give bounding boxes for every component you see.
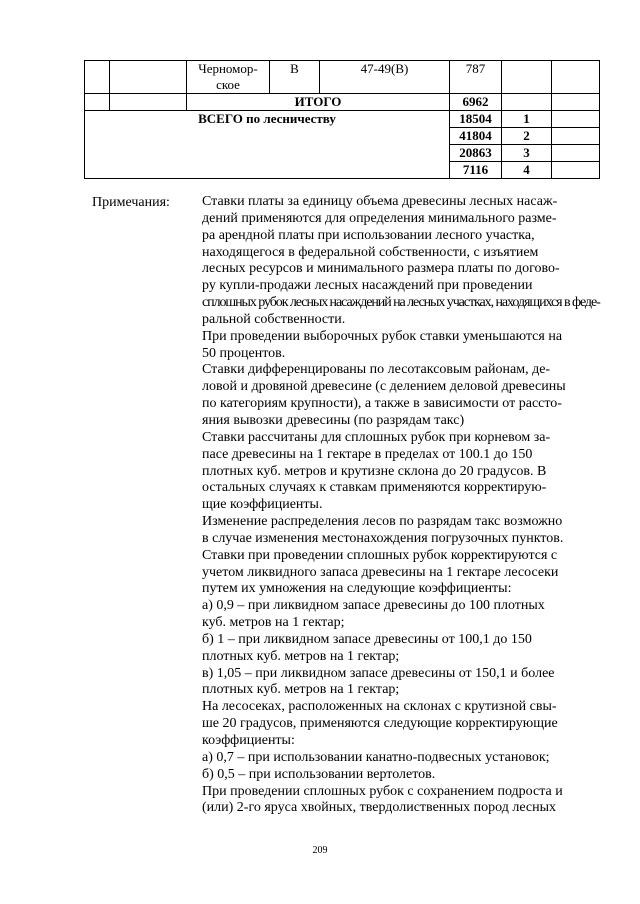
forestry-category: 4 [502, 162, 552, 179]
note-line: а) 0,9 – при ликвидном запасе древесины до 100 плотных [202, 598, 545, 614]
note-line: дений применяются для определения минимального разме- [202, 210, 557, 226]
note-line: Ставки платы за единицу объема древесины лесных насаж- [202, 194, 558, 209]
table-row-total [85, 94, 600, 111]
table-cell-quarters: 47-49(В) [320, 61, 450, 94]
forestry-category: 1 [502, 111, 552, 128]
forestry-value: 7116 [450, 162, 502, 179]
note-line: ральной собственности. [202, 311, 346, 327]
note-line: сплошных рубок лесных насаждений на лесных участках, находящихся в феде- [202, 295, 600, 311]
table-cell-empty [85, 61, 110, 94]
total-value: 6962 [450, 94, 502, 111]
note-line: ру купли-продажи лесных насаждений при проведении [202, 278, 533, 294]
note-line: (или) 2-го яруса хвойных, твердолиственных пород лесных [202, 800, 557, 816]
note-line: щие коэффициенты. [202, 497, 323, 513]
table-cell-empty [110, 61, 187, 94]
note-line: коэффициенты: [202, 733, 295, 748]
note-line: лесных ресурсов и минимального размера платы по догово- [202, 261, 560, 277]
note-line: яния вывозки древесины (по разрядам такс) [202, 412, 465, 428]
table-cell-empty [552, 128, 600, 145]
note-line: пасе древесины на 1 гектаре в пределах от 100.1 до 150 [202, 446, 533, 462]
note-line: остальных случаях к ставкам применяются корректирую- [202, 480, 547, 496]
note-line: плотных куб. метров на 1 гектар; [202, 682, 400, 698]
notes-body [202, 194, 600, 817]
note-line: Изменение распределения лесов по разрядам такс возможно [202, 514, 563, 530]
table-cell-empty [552, 162, 600, 179]
note-line: 50 процентов. [202, 345, 286, 361]
table-cell-empty [502, 94, 552, 111]
table-cell-empty [552, 145, 600, 162]
note-line: б) 1 – при ликвидном запасе древесины от 100,1 до 150 [202, 631, 532, 647]
page-number: 209 [312, 845, 328, 856]
note-line: находящегося в федеральной собственности, с изъятием [202, 244, 539, 260]
locality-line-2: ское [216, 77, 240, 92]
note-line: ловой и дровяной древесине (с делением деловой древесины [202, 379, 566, 395]
note-line: в случае изменения местонахождения погрузочных пунктов. [202, 530, 564, 546]
table-cell-volume: 787 [450, 61, 502, 94]
note-line: Ставки дифференцированы по лесотаксовым районам, де- [202, 362, 551, 378]
locality-line-1: Черномор- [198, 61, 258, 76]
table-cell-empty [552, 111, 600, 128]
forestry-category: 3 [502, 145, 552, 162]
table-cell-empty [85, 94, 110, 111]
note-line: в) 1,05 – при ликвидном запасе древесины от 150,1 и более [202, 665, 555, 681]
table-row-forestry-1 [85, 111, 600, 128]
forestry-total-label: ВСЕГО по лесничеству [85, 111, 450, 179]
note-line: учетом ликвидного запаса древесины на 1 гектаре лесосеки [202, 564, 559, 580]
note-line: Ставки рассчитаны для сплошных рубок при корневом за- [202, 429, 551, 445]
forestry-rates-table [84, 60, 600, 179]
notes-label: Примечания: [92, 195, 170, 210]
note-line: Ставки при проведении сплошных рубок корректируются с [202, 547, 558, 563]
note-line: ше 20 градусов, применяются следующие корректирующие [202, 716, 558, 732]
table-cell-empty [110, 94, 187, 111]
note-line: путем их умножения на следующие коэффициенты: [202, 581, 512, 597]
table-row-chernomorskoe [85, 61, 600, 94]
forestry-category: 2 [502, 128, 552, 145]
forestry-value: 18504 [450, 111, 502, 128]
table-cell-locality [187, 61, 270, 94]
note-line: На лесосеках, расположенных на склонах с крутизной свы- [202, 699, 557, 715]
forestry-value: 41804 [450, 128, 502, 145]
table-cell-district: В [270, 61, 320, 94]
total-label: ИТОГО [187, 94, 450, 111]
note-line: плотных куб. метров и крутизне склона до 20 градусов. В [202, 463, 547, 479]
note-line: б) 0,5 – при использовании вертолетов. [202, 766, 436, 782]
table-cell-empty [552, 61, 600, 94]
table-cell-empty [502, 61, 552, 94]
note-line: При проведении сплошных рубок с сохранением подроста и [202, 783, 563, 799]
table-cell-empty [552, 94, 600, 111]
note-line: по категориям крупности), а также в зависимости от рассто- [202, 396, 562, 412]
note-line: а) 0,7 – при использовании канатно-подвесных установок; [202, 749, 550, 765]
note-line: ра арендной платы при использовании лесного участка, [202, 227, 535, 243]
note-line: плотных куб. метров на 1 гектар; [202, 648, 400, 664]
note-line: куб. метров на 1 гектар; [202, 615, 345, 631]
note-line: При проведении выборочных рубок ставки уменьшаются на [202, 328, 563, 344]
forestry-value: 20863 [450, 145, 502, 162]
